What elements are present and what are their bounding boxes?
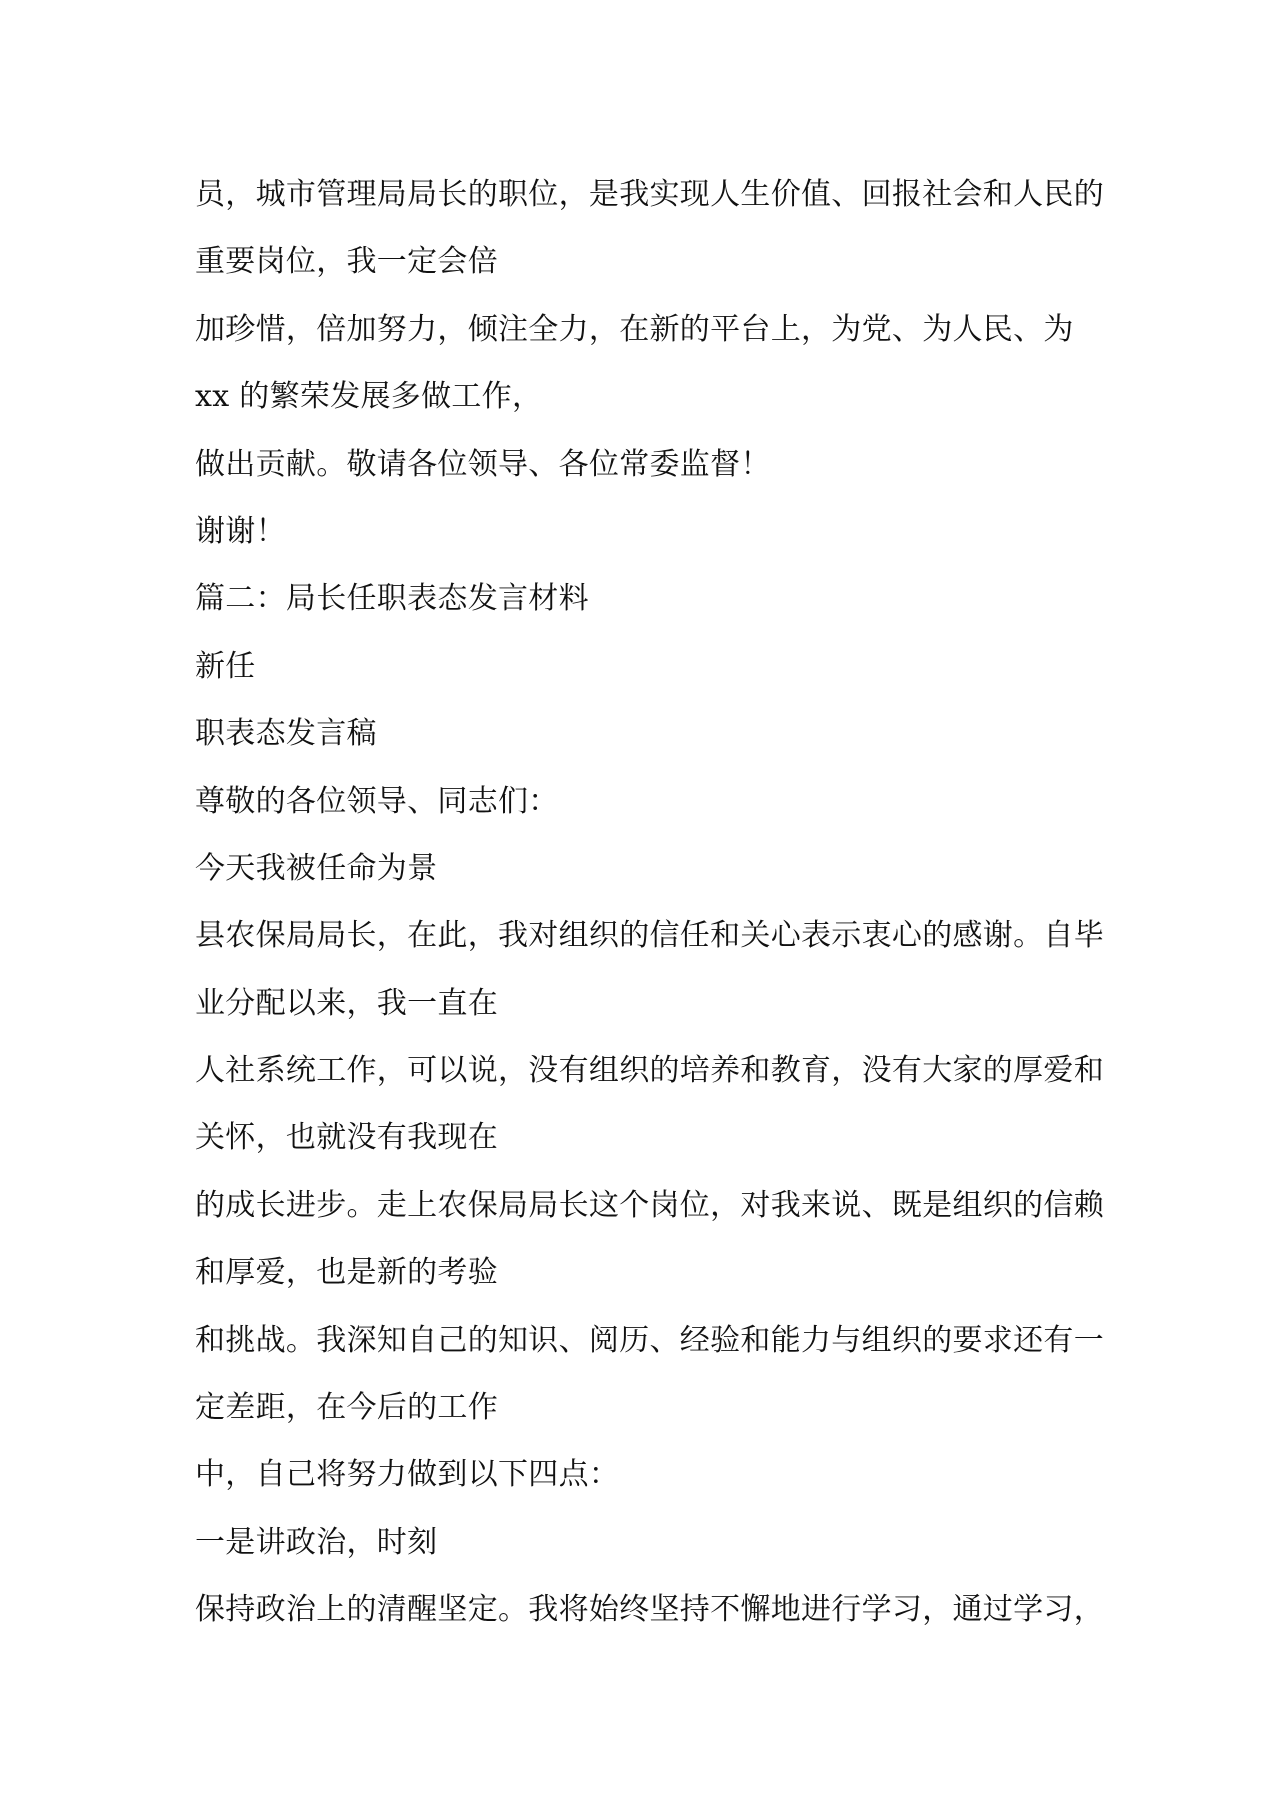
text-line: 业分配以来，我一直在 — [195, 985, 498, 1021]
text-line: 县农保局局长，在此，我对组织的信任和关心表示衷心的感谢。自毕 — [195, 918, 1104, 954]
text-line: 的成长进步。走上农保局局长这个岗位，对我来说、既是组织的信赖 — [195, 1187, 1104, 1223]
text-line: 和挑战。我深知自己的知识、阅历、经验和能力与组织的要求还有一 — [195, 1322, 1104, 1358]
text-line: 保持政治上的清醒坚定。我将始终坚持不懈地进行学习，通过学习， — [195, 1592, 1104, 1628]
text-line: 一是讲政治，时刻 — [195, 1524, 438, 1560]
text-line: 定差距，在今后的工作 — [195, 1390, 498, 1426]
text-line: 今天我被任命为景 — [195, 850, 438, 886]
document-body — [195, 161, 1104, 1644]
text-line: 做出贡献。敬请各位领导、各位常委监督！ — [195, 446, 771, 482]
text-line: 新任 — [195, 648, 256, 684]
salutation: 尊敬的各位领导、同志们： — [195, 783, 559, 819]
text-line: 员，城市管理局局长的职位，是我实现人生价值、回报社会和人民的 — [195, 177, 1104, 212]
text-line: 职表态发言稿 — [195, 716, 377, 752]
text-line: 和厚爱，也是新的考验 — [195, 1255, 498, 1291]
text-line: 中，自己将努力做到以下四点： — [195, 1457, 620, 1493]
section-heading: 篇二：局长任职表态发言材料 — [195, 581, 589, 617]
text-line: 加珍惜，倍加努力，倾注全力，在新的平台上，为党、为人民、为 — [195, 311, 1074, 347]
text-line: xx 的繁荣发展多做工作， — [195, 379, 543, 415]
text-line: 谢谢！ — [195, 513, 286, 549]
text-line: 关怀，也就没有我现在 — [195, 1120, 498, 1156]
text-line: 人社系统工作，可以说，没有组织的培养和教育，没有大家的厚爱和 — [195, 1053, 1104, 1089]
text-line: 重要岗位，我一定会倍 — [195, 244, 498, 280]
